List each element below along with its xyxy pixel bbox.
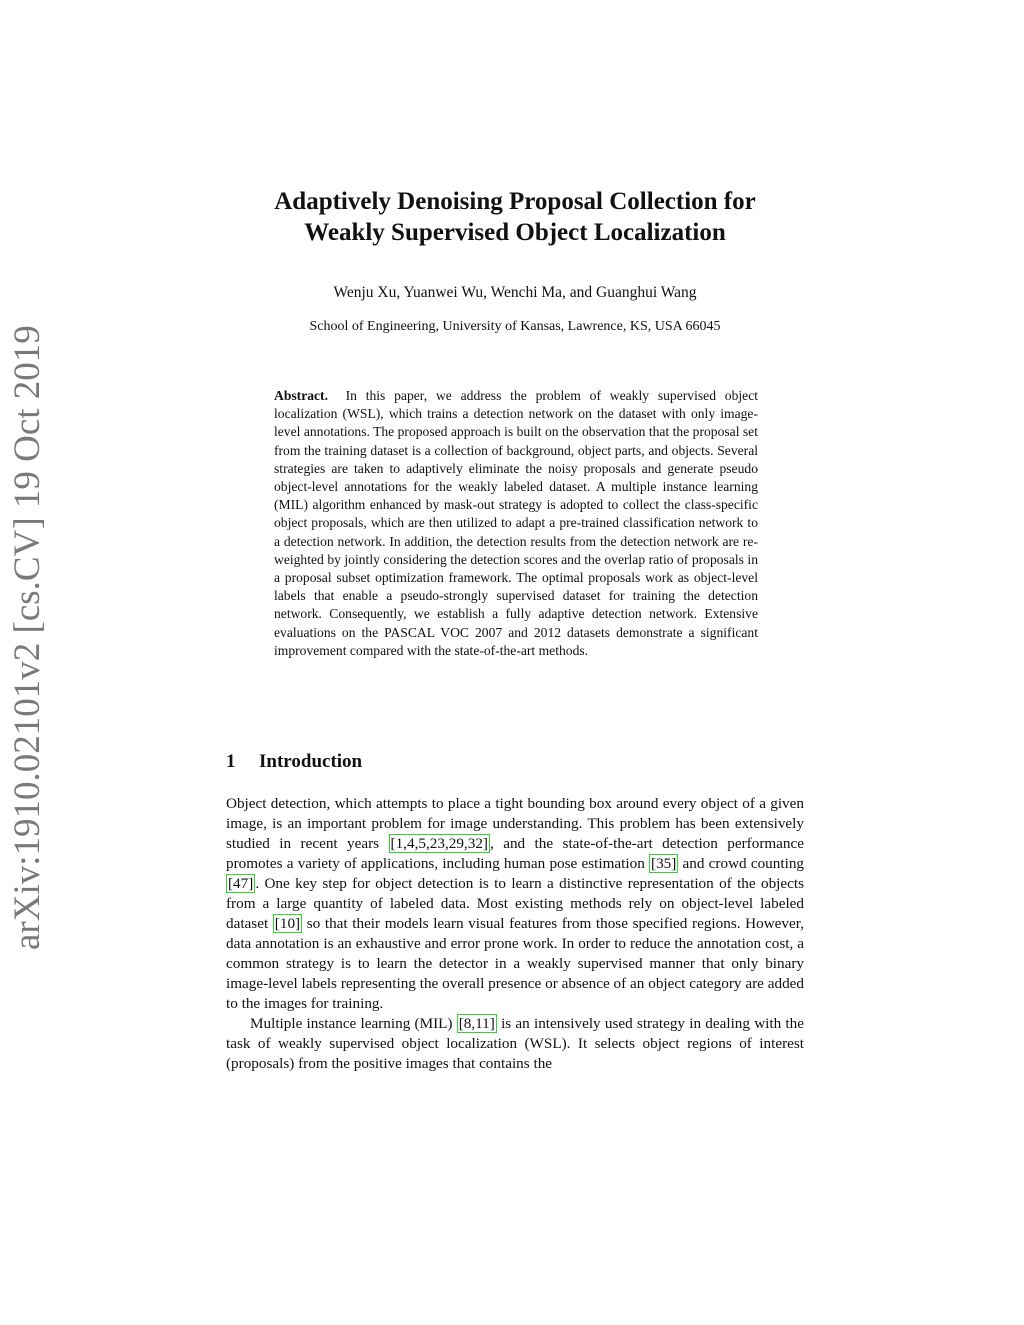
citation-link[interactable]: [1,4,5,23,29,32] bbox=[390, 835, 488, 852]
author-list: Wenju Xu, Yuanwei Wu, Wenchi Ma, and Guanghui Wang bbox=[333, 284, 697, 301]
paragraph-1-text-2: , and the state-of-the-art detection performance promotes a variety of applications, including human pose estimation bbox=[226, 835, 805, 872]
citation-link[interactable]: [10] bbox=[274, 915, 301, 932]
paragraph-2-text-2: is an intensively used strategy in dealing with the task of weakly supervised object localization (WSL). It selects object regions of interest (proposals) from the positive images that contains the bbox=[226, 1015, 804, 1072]
paper-title bbox=[180, 186, 850, 248]
paragraph-1-text-3: and crowd counting bbox=[678, 855, 805, 872]
section-heading-introduction bbox=[226, 751, 362, 773]
paper-title-line-2: Weakly Supervised Object Localization bbox=[304, 219, 726, 246]
introduction-body bbox=[226, 794, 804, 1074]
abstract bbox=[274, 387, 758, 660]
abstract-label: Abstract. bbox=[274, 388, 328, 403]
paragraph-1-text-5: so that their models learn visual features from those specified regions. However, data annotation is an exhaustive and error prone work. In order to reduce the annotation cost, a common strategy is to learn the detector in a weakly supervised manner that only binary image-level labels representing the overall presence or absence of an object category are added to the images for training. bbox=[226, 915, 804, 1012]
citation-link[interactable]: [8,11] bbox=[458, 1015, 495, 1032]
section-title: Introduction bbox=[259, 751, 363, 772]
paragraph-1-text-1: Object detection, which attempts to place a tight bounding box around every object of a given image, is an important problem for image understanding. This problem has been extensively studied in recent years bbox=[226, 795, 804, 852]
citation-link[interactable]: [47] bbox=[228, 875, 254, 892]
paragraph-2 bbox=[226, 1014, 804, 1074]
paragraph-1-text-4: . One key step for object detection is to learn a distinctive representation of the objects from a large quantity of labeled data. Most existing methods rely on object-level labeled dataset bbox=[226, 875, 804, 932]
paragraph-1 bbox=[226, 794, 804, 1014]
arxiv-identifier-stamp: arXiv:1910.02101v2 [cs.CV] 19 Oct 2019 bbox=[7, 325, 48, 950]
paragraph-2-text-1: Multiple instance learning (MIL) bbox=[250, 1015, 457, 1032]
paper-title-line-1: Adaptively Denoising Proposal Collection for bbox=[274, 188, 756, 215]
abstract-text: In this paper, we address the problem of weakly supervised object localization (WSL), which trains a detection network on the dataset with only image-level annotations. The proposed approach is built on the observation that the proposal set from the training dataset is a collection of background, object parts, and objects. Several strategies are taken to adaptively eliminate the noisy proposals and generate pseudo object-level annotations for the weakly labeled dataset. A multiple instance learning (MIL) algorithm enhanced by mask-out strategy is adopted to collect the class-specific object proposals, which are then utilized to adapt a pre-trained classification network to a detection network. In addition, the detection results from the detection network are re-weighted by jointly considering the detection scores and the overlap ratio of proposals in a proposal subset optimization framework. The optimal proposals work as object-level labels that enable a pseudo-strongly supervised dataset for training the detection network. Consequently, we establish a fully adaptive detection network. Extensive evaluations on the PASCAL VOC 2007 and 2012 datasets demonstrate a significant improvement compared with the state-of-the-art methods. bbox=[274, 388, 758, 658]
affiliation: School of Engineering, University of Kansas, Lawrence, KS, USA 66045 bbox=[309, 319, 721, 334]
citation-link[interactable]: [35] bbox=[651, 855, 677, 872]
section-number: 1 bbox=[226, 751, 236, 772]
